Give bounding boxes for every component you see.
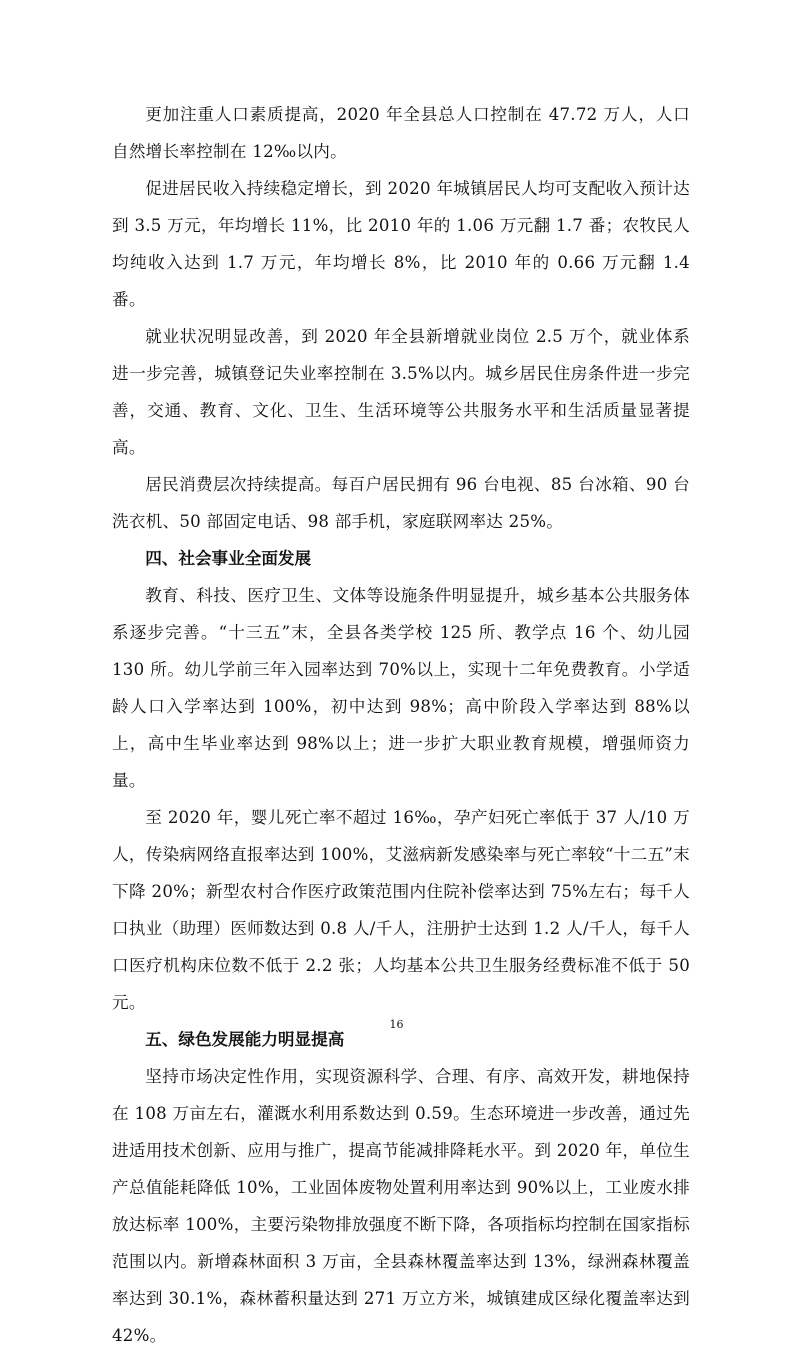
paragraph-employment: 就业状况明显改善，到 2020 年全县新增就业岗位 2.5 万个，就业体系进一步完善，城镇登记失业率控制在 3.5%以内。城乡居民住房条件进一步完善，交通、教育、文化、卫生、生活环境等公共服务水平和生活质量显著提高。 <box>112 327 690 457</box>
paragraph-education: 教育、科技、医疗卫生、文体等设施条件明显提升，城乡基本公共服务体系逐步完善。“十三五”末，全县各类学校 125 所、教学点 16 个、幼儿园 130 所。幼儿学前三年入园率达到 70%以上，实现十二年免费教育。小学适龄人口入学率达到 100%，初中达到 98%；高中阶段入学率达到 88%以上，高中生毕业率达到 98%以上；进一步扩大职业教育规模，增强师资力量。 <box>112 586 690 790</box>
paragraph-environment: 坚持市场决定性作用，实现资源科学、合理、有序、高效开发，耕地保持在 108 万亩左右，灌溉水利用系数达到 0.59。生态环境进一步改善，通过先进适用技术创新、应用与推广，提高节能减排降耗水平。到 2020 年，单位生产总值能耗降低 10%，工业固体废物处置利用率达到 90%以上，工业废水排放达标率 100%，主要污染物排放强度不断下降，各项指标均控制在国家指标范围以内。新增森林面积 3 万亩，全县森林覆盖率达到 13%，绿洲森林覆盖率达到 30.1%，森林蓄积量达到 271 万立方米，城镇建成区绿化覆盖率达到 42%。 <box>112 1067 690 1345</box>
page-body <box>112 96 690 1354</box>
paragraph-health: 至 2020 年，婴儿死亡率不超过 16‰，孕产妇死亡率低于 37 人/10 万人，传染病网络直报率达到 100%，艾滋病新发感染率与死亡率较“十二五”末下降 20%；新型农村合作医疗政策范围内住院补偿率达到 75%左右；每千人口执业（助理）医师数达到 0.8 人/千人，注册护士达到 1.2 人/千人，每千人口医疗机构床位数不低于 2.2 张；人均基本公共卫生服务经费标准不低于 50 元。 <box>112 808 690 1012</box>
paragraph-income: 促进居民收入持续稳定增长，到 2020 年城镇居民人均可支配收入预计达到 3.5 万元，年均增长 11%，比 2010 年的 1.06 万元翻 1.7 番；农牧民人均纯收入达到 1.7 万元，年均增长 8%，比 2010 年的 0.66 万元翻 1.4 番。 <box>112 179 690 309</box>
page-number: 16 <box>389 1018 404 1031</box>
paragraph-population: 更加注重人口素质提高，2020 年全县总人口控制在 47.72 万人，人口自然增长率控制在 12‰以内。 <box>112 105 690 161</box>
section-heading-social: 四、社会事业全面发展 <box>145 549 312 568</box>
section-heading-green: 五、绿色发展能力明显提高 <box>145 1030 345 1049</box>
paragraph-consumption: 居民消费层次持续提高。每百户居民拥有 96 台电视、85 台冰箱、90 台洗衣机、50 部固定电话、98 部手机，家庭联网率达 25%。 <box>112 475 690 531</box>
